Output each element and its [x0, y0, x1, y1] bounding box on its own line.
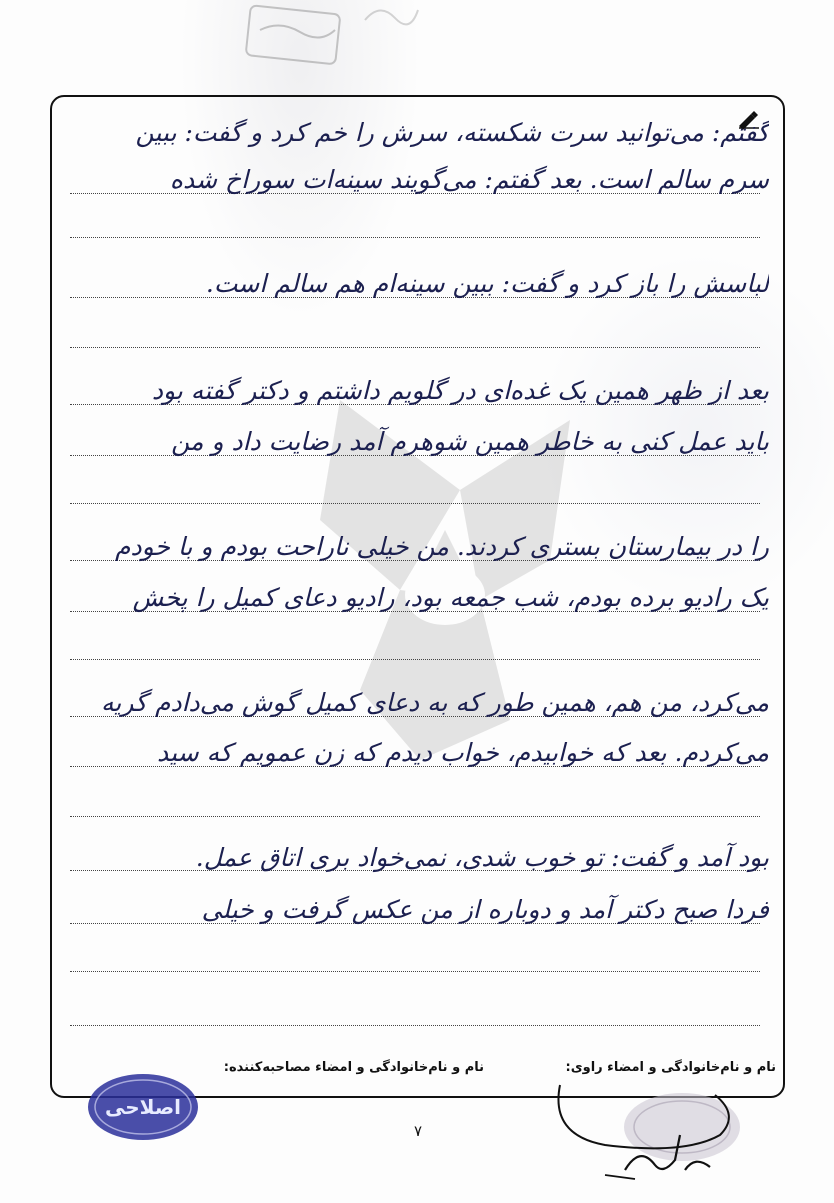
handwritten-line: بعد از ظهر همین یک غده‌ای در گلویم داشتم و دکتر گفته بود	[151, 376, 769, 405]
handwritten-line: می‌کردم. بعد که خوابیدم، خواب دیدم که زن عمویم که سید	[157, 738, 769, 767]
faded-stamp-top	[240, 0, 350, 70]
page-number: ۷	[413, 1122, 423, 1140]
narrator-signature-label: نام و نام‌خانوادگی و امضاء راوی:	[565, 1060, 776, 1075]
left-stamp-text: اصلاحی	[104, 1095, 182, 1119]
handwritten-line: یک رادیو برده بودم، شب جمعه بود، رادیو دعای کمیل را پخش	[132, 583, 769, 612]
interviewer-signature-label: نام و نام‌خانوادگی و امضاء مصاحبه‌کننده:	[223, 1060, 484, 1075]
handwritten-line: باید عمل کنی به خاطر همین شوهرم آمد رضایت داد و من	[171, 427, 769, 456]
faded-mark-top	[360, 0, 420, 30]
handwritten-line: سرم سالم است. بعد گفتم: می‌گویند سینه‌ات سوراخ شده	[169, 165, 769, 194]
handwritten-line: را در بیمارستان بستری کردند. من خیلی ناراحت بودم و با خودم	[114, 532, 769, 561]
blue-stamp-left	[86, 1072, 201, 1142]
handwritten-line: لباسش را باز کرد و گفت: ببین سینه‌ام هم سالم است.	[205, 269, 769, 298]
handwritten-line: گفتم: می‌توانید سرت شکسته، سرش را خم کرد و گفت: ببین	[135, 118, 769, 147]
signature	[545, 1075, 745, 1185]
handwritten-line: بود آمد و گفت: تو خوب شدی، نمی‌خواد بری اتاق عمل.	[195, 843, 769, 872]
handwritten-line: می‌کرد، من هم، همین طور که به دعای کمیل گوش می‌دادم گریه	[101, 688, 769, 717]
handwritten-line: فردا صبح دکتر آمد و دوباره از من عکس گرفت و خیلی	[201, 895, 769, 924]
